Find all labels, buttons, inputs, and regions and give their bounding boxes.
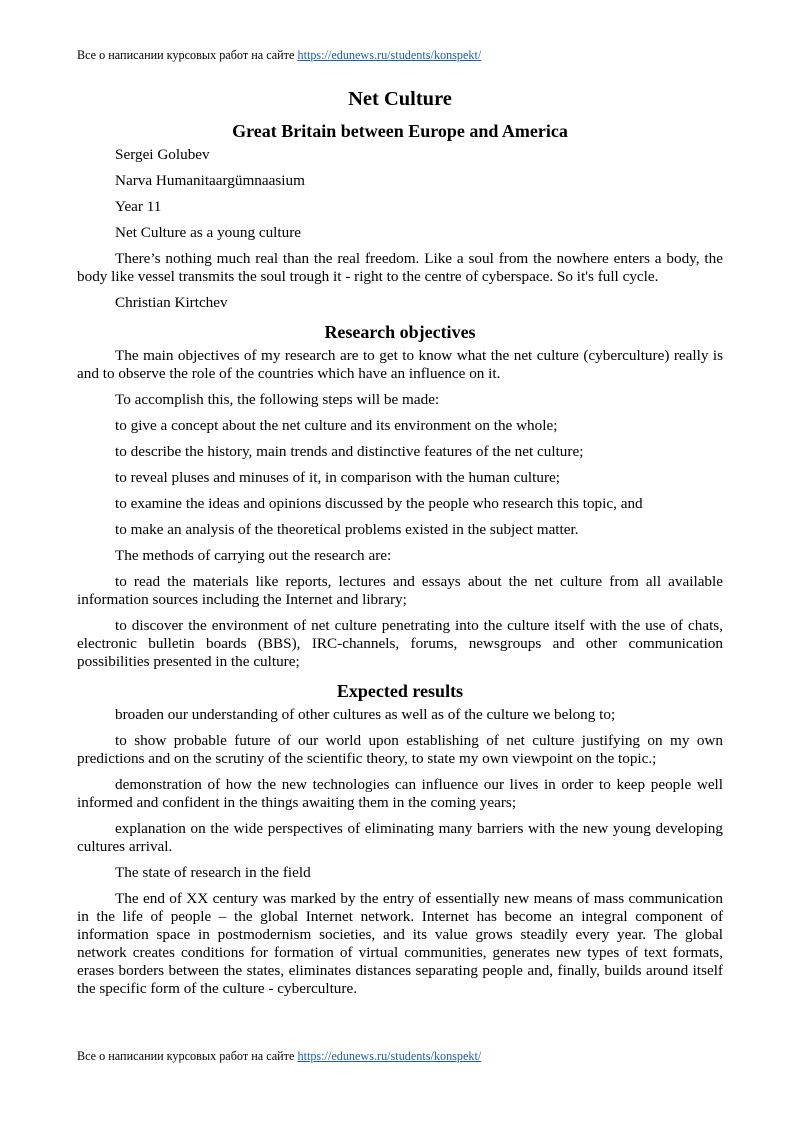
author-name: Sergei Golubev	[115, 146, 210, 163]
list-item: to discover the environment of net culture penetrating into the culture itself with the use of chats, electronic bulletin boards (BBS), IRC-channels, forums, newsgroups and other communication possibilities presented in the culture;	[77, 617, 723, 670]
list-item: broaden our understanding of other cultures as well as of the culture we belong to;	[115, 706, 616, 723]
research-objectives-section	[77, 347, 723, 671]
year-label: Year 11	[115, 198, 162, 215]
page-header-note	[77, 48, 481, 63]
paragraph: The main objectives of my research are to get to know what the net culture (cyberculture) really is and to observe the role of the countries which have an influence on it.	[77, 347, 723, 382]
list-item: to reveal pluses and minuses of it, in comparison with the human culture;	[115, 469, 560, 486]
list-item: to describe the history, main trends and distinctive features of the net culture;	[115, 443, 584, 460]
document-subtitle: Great Britain between Europe and America	[232, 121, 568, 141]
list-item: to give a concept about the net culture and its environment on the whole;	[115, 417, 558, 434]
document-title: Net Culture	[348, 88, 452, 110]
list-item: to read the materials like reports, lectures and essays about the net culture from all available information sources including the Internet and library;	[77, 573, 723, 608]
epigraph-author: Christian Kirtchev	[115, 294, 228, 311]
list-item: explanation on the wide perspectives of eliminating many barriers with the new young developing cultures arrival.	[77, 820, 723, 855]
header-site-link[interactable]: https://edunews.ru/students/konspekt/	[297, 48, 482, 62]
paragraph: The methods of carrying out the research are:	[115, 547, 392, 564]
document-body	[77, 86, 723, 1006]
list-item: to show probable future of our world upon establishing of net culture justifying on my own predictions and on the scrutiny of the scientific theory, to state my own viewpoint on the topic.;	[77, 732, 723, 767]
school-name: Narva Humanitaargümnaasium	[115, 172, 305, 189]
header-note-text: Все о написании курсовых работ на сайте	[77, 48, 298, 62]
list-item: to make an analysis of the theoretical problems existed in the subject matter.	[115, 521, 579, 538]
footer-site-link[interactable]: https://edunews.ru/students/konspekt/	[297, 1049, 482, 1063]
list-item: demonstration of how the new technologies can influence our lives in order to keep people well informed and confident in the things awaiting them in the coming years;	[77, 776, 723, 811]
page-footer-note	[77, 1049, 481, 1064]
epigraph-text: There’s nothing much real than the real freedom. Like a soul from the nowhere enters a body, the body like vessel transmits the soul trough it - right to the centre of cyberspace. So it's full cycle.	[77, 250, 723, 285]
list-item: to examine the ideas and opinions discussed by the people who research this topic, and	[115, 495, 643, 512]
footer-note-text: Все о написании курсовых работ на сайте	[77, 1049, 298, 1063]
research-objectives-heading: Research objectives	[324, 322, 476, 342]
paragraph: The end of XX century was marked by the entry of essentially new means of mass communication in the life of people – the global Internet network. Internet has become an integral component of information space in postmodernism societies, and its value grows steadily every year. The global network creates conditions for formation of virtual communities, generates new types of text formats, erases borders between the states, eliminates distances separating people and, finally, builds around itself the specific form of the culture - cyberculture.	[77, 890, 723, 997]
topic-line: Net Culture as a young culture	[115, 224, 301, 241]
paragraph: To accomplish this, the following steps will be made:	[115, 391, 440, 408]
expected-results-section	[77, 706, 723, 998]
expected-results-heading: Expected results	[336, 681, 464, 701]
section-label: The state of research in the field	[115, 864, 311, 881]
